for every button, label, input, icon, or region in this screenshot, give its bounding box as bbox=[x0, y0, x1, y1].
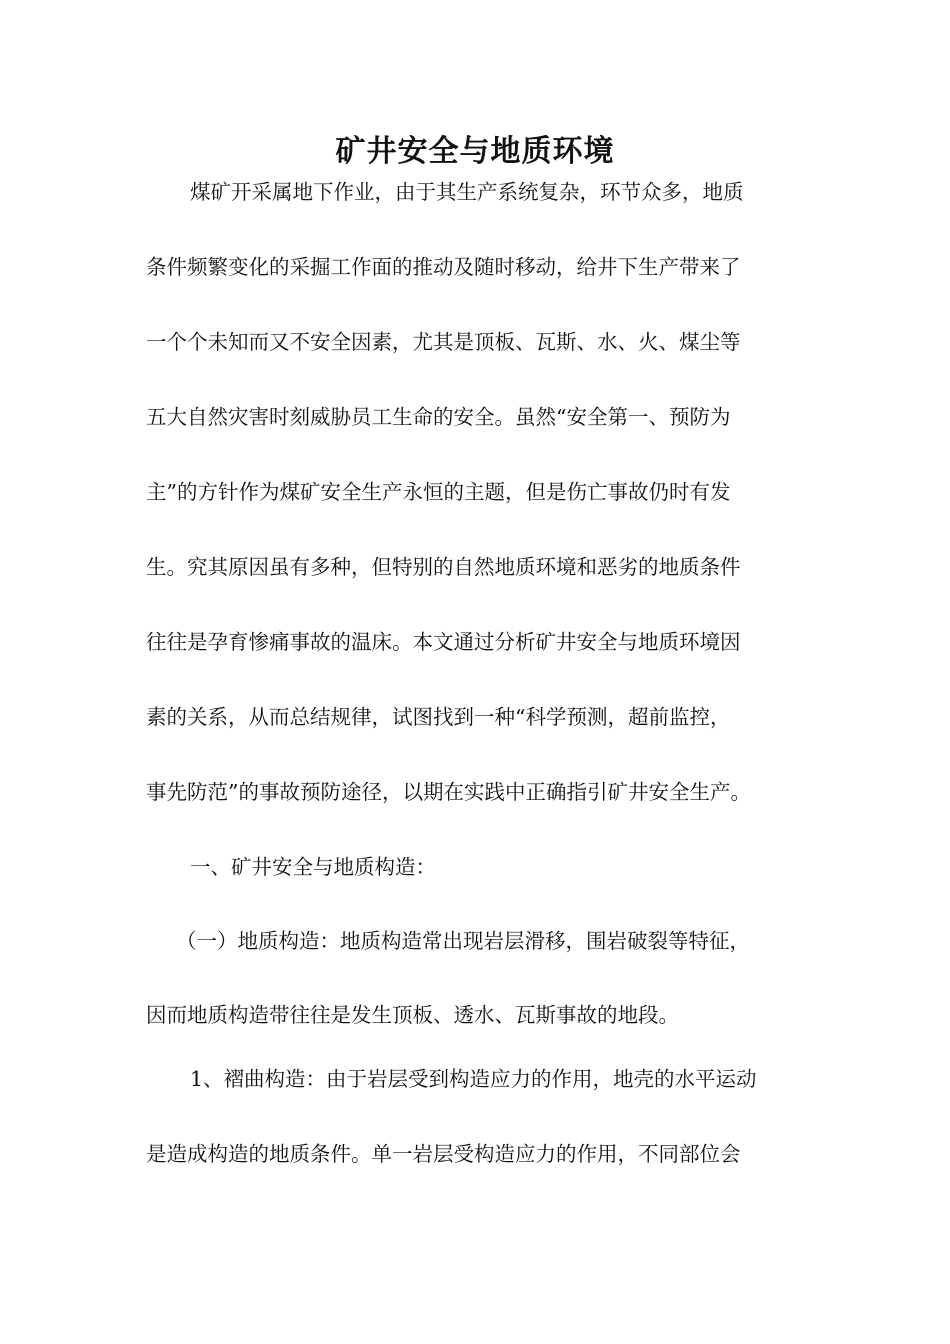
paragraph-line: 条件频繁变化的采掘工作面的推动及随时移动，给井下生产带来了 bbox=[146, 255, 741, 279]
paragraph-line: 五大自然灾害时刻威胁员工生命的安全。虽然“安全第一、预防为 bbox=[146, 405, 731, 429]
paragraph-line: 是造成构造的地质条件。单一岩层受构造应力的作用，不同部位会 bbox=[146, 1142, 741, 1166]
document-title: 矿井安全与地质环境 bbox=[335, 134, 615, 169]
paragraph-line: 一个个未知而又不安全因素，尤其是顶板、瓦斯、水、火、煤尘等 bbox=[146, 330, 741, 354]
paragraph-line: 事先防范”的事故预防途径，以期在实践中正确指引矿井安全生产。 bbox=[146, 780, 751, 804]
paragraph-line: 往往是孕育惨痛事故的温床。本文通过分析矿井安全与地质环境因 bbox=[146, 630, 741, 654]
paragraph-line: 素的关系，从而总结规律，试图找到一种“科学预测，超前监控， bbox=[146, 705, 731, 729]
subsection-line: （一）地质构造：地质构造常出现岩层滑移，围岩破裂等特征， bbox=[176, 929, 750, 953]
numbered-item-line: 1、褶曲构造：由于岩层受到构造应力的作用，地壳的水平运动 bbox=[190, 1067, 757, 1091]
paragraph-line: 生。究其原因虽有多种，但特别的自然地质环境和恶劣的地质条件 bbox=[146, 555, 741, 579]
paragraph-line: 因而地质构造带往往是发生顶板、透水、瓦斯事故的地段。 bbox=[146, 1003, 679, 1027]
paragraph-line: 主”的方针作为煤矿安全生产永恒的主题，但是伤亡事故仍时有发 bbox=[146, 480, 731, 504]
paragraph-line: 煤矿开采属地下作业，由于其生产系统复杂，环节众多，地质 bbox=[190, 180, 744, 204]
section-heading: 一、矿井安全与地质构造： bbox=[190, 855, 436, 879]
